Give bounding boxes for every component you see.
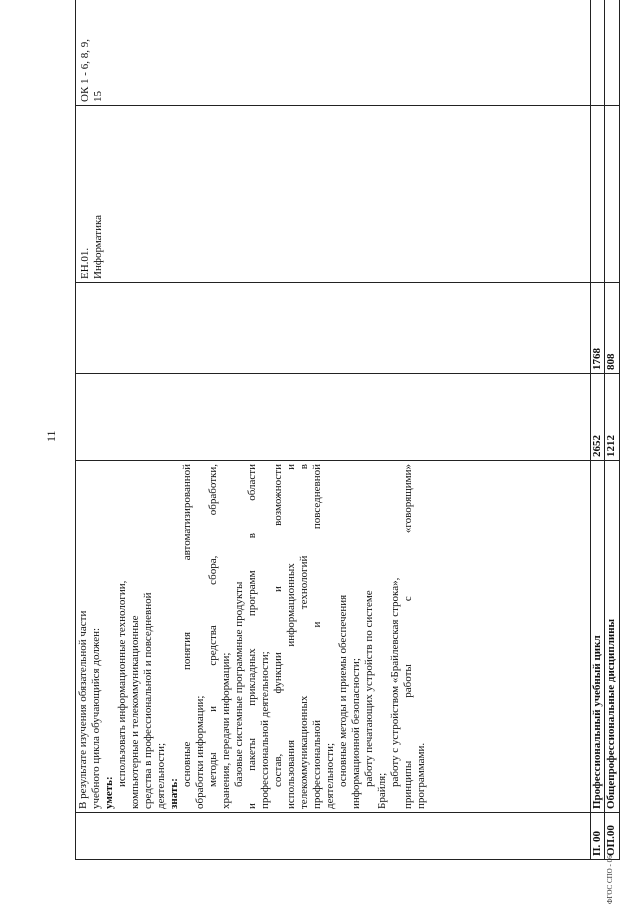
summary-max-hours: 1212 — [605, 374, 620, 461]
requirement-line: базовые системные программные продукты — [233, 581, 245, 787]
requirement-line: компьютерные и телекоммуникационные — [129, 615, 141, 809]
discipline-label: ЕН.01. Информатика — [79, 214, 104, 279]
table-row-summary-0 — [590, 0, 605, 860]
curriculum-table — [75, 0, 620, 860]
requirement-line: работу печатающих устройств по системе — [363, 590, 375, 787]
cell-discipline — [76, 106, 591, 283]
requirement-line: средства в профессиональной и повседневной — [142, 592, 154, 809]
competencies-label: ОК 1 - 6, 8, 9, 15 — [79, 39, 104, 102]
summary-index: П. 00 — [590, 813, 605, 860]
summary-empty-2 — [605, 0, 620, 106]
requirement-line: учебного цикла обучающийся должен: — [90, 627, 102, 809]
requirement-line: знать: — [168, 778, 180, 809]
summary-required-hours: 1768 — [590, 283, 605, 374]
requirement-line: методы и средства сбора, обработки, — [207, 464, 219, 787]
requirement-line: программами. — [415, 742, 427, 809]
requirement-line: профессиональной и повседневной — [311, 464, 323, 809]
summary-empty-1 — [590, 106, 605, 283]
requirement-line: использования информационных и — [285, 464, 297, 809]
table-row-informatics — [76, 0, 591, 860]
summary-empty-1 — [605, 106, 620, 283]
summary-name: Общепрофессиональные дисциплины — [605, 461, 620, 813]
summary-max-hours: 2652 — [590, 374, 605, 461]
requirement-line: и пакеты прикладных программ в области — [246, 464, 258, 809]
requirement-line: профессиональной деятельности; — [259, 651, 271, 809]
requirement-line: деятельности; — [155, 742, 167, 809]
requirement-line: уметь: — [103, 776, 115, 809]
cell-requirements — [76, 461, 591, 813]
summary-index: ОП.00 — [605, 813, 620, 860]
requirement-line: работу с устройством «Брайлевская строка», — [389, 577, 401, 787]
summary-required-hours: 808 — [605, 283, 620, 374]
summary-name: Профессиональный учебный цикл — [590, 461, 605, 813]
requirement-line: телекоммуникационных технологий в — [298, 464, 310, 809]
cell-competencies — [76, 0, 591, 106]
requirement-line: принципы работы с «говорящими» — [402, 464, 414, 809]
document-code: ФГОС СПО - 06 — [606, 855, 614, 904]
page-number: 11 — [44, 430, 58, 442]
summary-empty-2 — [590, 0, 605, 106]
requirement-line: основные понятия автоматизированной — [181, 464, 193, 787]
cell-index — [76, 813, 591, 860]
requirement-line: состав, функции и возможности — [272, 464, 284, 787]
requirement-line: В результате изучения обязательной части — [77, 610, 89, 809]
curriculum-table-rotated — [75, 38, 620, 860]
cell-max-hours — [76, 374, 591, 461]
requirement-line: обработки информации; — [194, 695, 206, 809]
requirement-line: хранения, передачи информации; — [220, 652, 232, 809]
cell-required-hours — [76, 283, 591, 374]
table-row-summary-1 — [605, 0, 620, 860]
requirement-line: основные методы и приемы обеспечения — [337, 594, 349, 787]
requirement-line: Брайля; — [376, 772, 388, 809]
requirement-line: информационной безопасности; — [350, 658, 362, 809]
requirement-line: деятельности; — [324, 742, 336, 809]
requirement-line: использовать информационные технологии, — [116, 580, 128, 787]
